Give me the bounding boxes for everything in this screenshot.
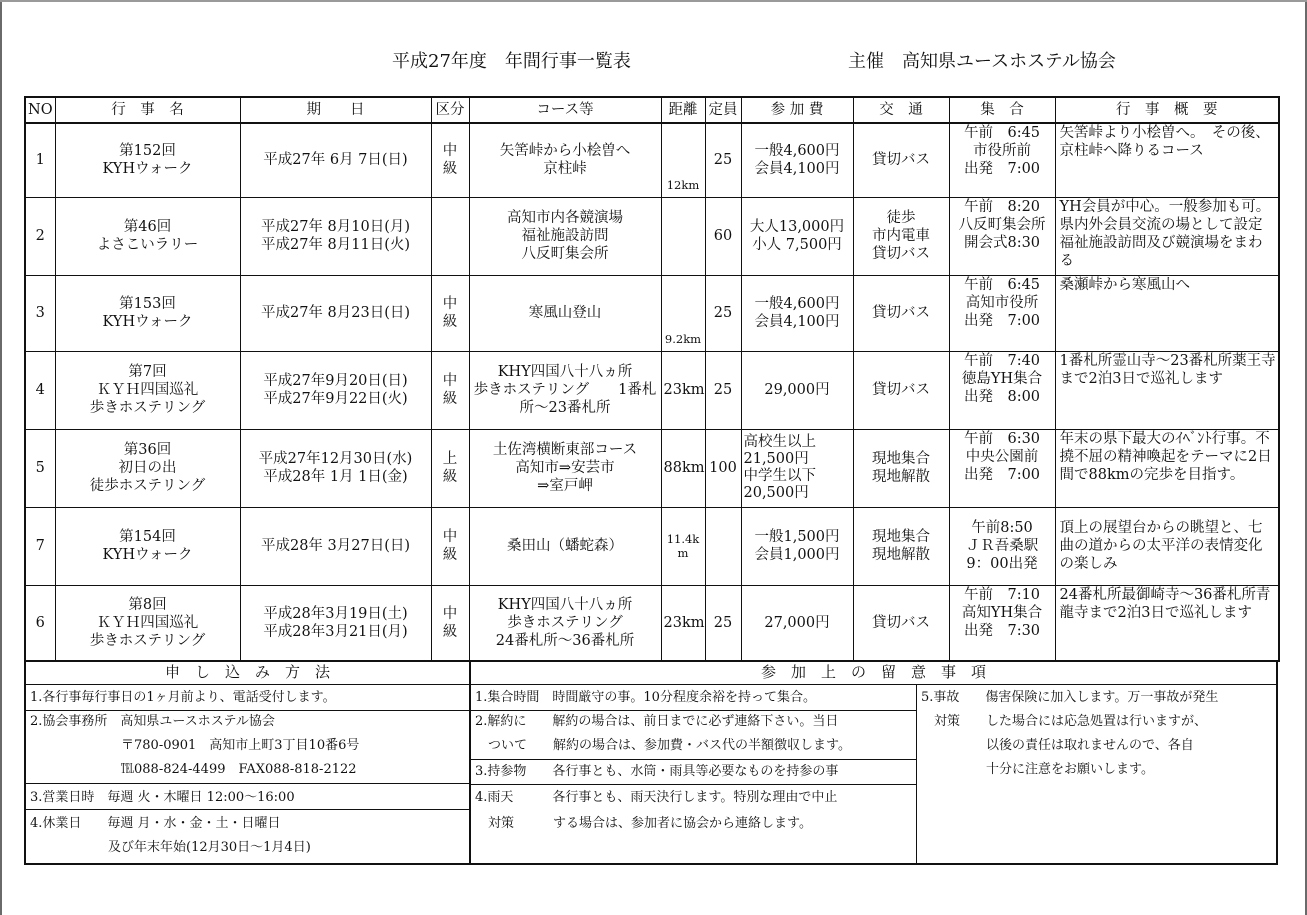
table-row (25, 585, 1279, 661)
notes-line: 以後の責任は取れませんので、各自 (921, 738, 1194, 753)
cell-class: 中 級 (431, 507, 469, 585)
cell-no: 2 (25, 197, 55, 275)
notes-heading: 参 加 上 の 留 意 事 項 (471, 660, 1276, 685)
cell-name: 第153回 KYHウォーク (55, 275, 240, 351)
cell-course: KHY四国八十八ヵ所 歩きホステリング 24番札所～36番札所 (469, 585, 661, 661)
cell-class: 中 級 (431, 351, 469, 429)
cell-fee: 大人13,000円 小人 7,500円 (741, 197, 853, 275)
divider (26, 783, 469, 784)
cell-overview: 1番札所霊山寺～23番札所薬王寺まで2泊3日で巡礼します (1055, 351, 1279, 429)
application-line: 〒780-0901 高知市上町3丁目10番6号 (30, 738, 360, 753)
notes-line: 3.持参物 各行事とも、水筒・雨具等必要なものを持参の事 (475, 764, 839, 779)
cell-course: KHY四国八十八ヵ所 歩きホステリング 1番札所～23番札所 (469, 351, 661, 429)
cell-capacity: 25 (705, 585, 741, 661)
table-row (25, 275, 1279, 351)
cell-capacity: 25 (705, 123, 741, 197)
cell-transport: 貸切バス (853, 123, 949, 197)
cell-distance: 88km (661, 429, 705, 507)
col-header-distance: 距離 (661, 97, 705, 123)
application-line: 及び年末年始(12月30日～1月4日) (30, 840, 311, 855)
notes-line: 1.集合時間 時間厳守の事。10分程度余裕を持って集合。 (475, 690, 816, 705)
cell-capacity: 25 (705, 351, 741, 429)
cell-capacity: 60 (705, 197, 741, 275)
col-header-assembly: 集 合 (949, 97, 1055, 123)
cell-fee: 一般4,600円 会員4,100円 (741, 275, 853, 351)
table-row (25, 507, 1279, 585)
cell-date: 平成28年 3月27日(日) (240, 507, 431, 585)
cell-course: 桑田山（蟠蛇森） (469, 507, 661, 585)
cell-class: 中 級 (431, 123, 469, 197)
application-line: 1.各行事毎行事日の1ヶ月前より、電話受付します。 (30, 690, 336, 705)
col-header-no: NO (25, 97, 55, 123)
col-header-transport: 交 通 (853, 97, 949, 123)
cell-name: 第36回 初日の出 徒歩ホステリング (55, 429, 240, 507)
table-row (25, 123, 1279, 197)
notes-section-right (917, 685, 1274, 863)
cell-date: 平成27年9月20日(日) 平成27年9月22日(火) (240, 351, 431, 429)
document-title: 平成27年度 年間行事一覧表 (392, 51, 631, 72)
application-line: 2.協会事務所 高知県ユースホステル協会 (30, 714, 275, 729)
cell-course: 土佐湾横断東部コース 高知市⇒安芸市 ⇒室戸岬 (469, 429, 661, 507)
cell-class: 中 級 (431, 585, 469, 661)
table-row (25, 197, 1279, 275)
cell-overview: 24番札所最御崎寺～36番札所青龍寺まで2泊3日で巡礼します (1055, 585, 1279, 661)
cell-assembly: 午前 6:45 高知市役所 出発 7:00 (949, 275, 1055, 351)
cell-name: 第152回 KYHウォーク (55, 123, 240, 197)
notes-line: 十分に注意をお願いします。 (921, 762, 1154, 777)
notes-line: 4.雨天 各行事とも、雨天決行します。特別な理由で中止 (475, 790, 838, 805)
document-organizer: 主催 高知県ユースホステル協会 (848, 51, 1116, 72)
notes-line: 5.事故 傷害保険に加入します。万一事故が発生 (921, 690, 1219, 705)
cell-fee: 一般1,500円 会員1,000円 (741, 507, 853, 585)
notes-line: 対策 した場合には応急処置は行いますが、 (921, 714, 1208, 729)
divider (471, 759, 916, 760)
cell-fee: 一般4,600円 会員4,100円 (741, 123, 853, 197)
cell-assembly: 午前 8:20 八反町集会所 開会式8:30 (949, 197, 1055, 275)
cell-date: 平成27年12月30日(水) 平成28年 1月 1日(金) (240, 429, 431, 507)
cell-transport: 現地集合 現地解散 (853, 507, 949, 585)
cell-transport: 徒歩 市内電車 貸切バス (853, 197, 949, 275)
cell-no: 7 (25, 507, 55, 585)
cell-date: 平成28年3月19日(土) 平成28年3月21日(月) (240, 585, 431, 661)
cell-assembly: 午前 6:30 中央公園前 出発 7:00 (949, 429, 1055, 507)
cell-overview: YH会員が中心。一般参加も可。県内外会員交流の場として設定福祉施設訪問及び競演場をまわる (1055, 197, 1279, 275)
cell-distance (661, 197, 705, 275)
page-border-left (0, 0, 2, 915)
cell-no: 3 (25, 275, 55, 351)
cell-capacity: 100 (705, 429, 741, 507)
cell-overview: 頂上の展望台からの眺望と、七曲の道からの太平洋の表情変化の楽しみ (1055, 507, 1279, 585)
col-header-class: 区分 (431, 97, 469, 123)
col-header-course: コース等 (469, 97, 661, 123)
cell-name: 第8回 ＫＹＨ四国巡礼 歩きホステリング (55, 585, 240, 661)
cell-capacity (705, 507, 741, 585)
cell-name: 第46回 よさこいラリー (55, 197, 240, 275)
cell-assembly: 午前 7:10 高知YH集合 出発 7:30 (949, 585, 1055, 661)
cell-transport: 現地集合 現地解散 (853, 429, 949, 507)
application-heading: 申 し 込 み 方 法 (26, 660, 471, 685)
divider (471, 710, 916, 711)
cell-overview: 桑瀬峠から寒風山へ (1055, 275, 1279, 351)
cell-overview: 矢筈峠より小桧曽へ。 その後、京柱峠へ降りるコース (1055, 123, 1279, 197)
cell-assembly: 午前8:50 ＪＲ吾桑駅 9：00出発 (949, 507, 1055, 585)
col-header-date: 期 日 (240, 97, 431, 123)
info-panel (24, 660, 1278, 865)
cell-class (431, 197, 469, 275)
cell-date: 平成27年 6月 7日(日) (240, 123, 431, 197)
page-border-top (0, 0, 1307, 2)
cell-overview: 年末の県下最大のｲﾍﾞﾝﾄ行事。不撓不屈の精神喚起をテーマに2日間で88kmの完歩を目指す。 (1055, 429, 1279, 507)
cell-name: 第154回 KYHウォーク (55, 507, 240, 585)
cell-transport: 貸切バス (853, 585, 949, 661)
col-header-capacity: 定員 (705, 97, 741, 123)
cell-no: 5 (25, 429, 55, 507)
divider (26, 809, 469, 810)
cell-no: 1 (25, 123, 55, 197)
cell-fee: 27,000円 (741, 585, 853, 661)
notes-line: 2.解約に 解約の場合は、前日までに必ず連絡下さい。当日 (475, 714, 839, 729)
table-header-row (25, 97, 1279, 123)
cell-capacity: 25 (705, 275, 741, 351)
cell-distance: 9.2km (661, 275, 705, 351)
cell-assembly: 午前 7:40 徳島YH集合 出発 8:00 (949, 351, 1055, 429)
notes-section-left (471, 685, 917, 863)
cell-transport: 貸切バス (853, 351, 949, 429)
cell-fee: 29,000円 (741, 351, 853, 429)
divider (471, 784, 916, 785)
divider (26, 710, 469, 711)
cell-no: 4 (25, 351, 55, 429)
cell-name: 第7回 ＫＹＨ四国巡礼 歩きホステリング (55, 351, 240, 429)
col-header-fee: 参 加 費 (741, 97, 853, 123)
notes-line: 対策 する場合は、参加者に協会から連絡します。 (475, 816, 812, 831)
cell-no: 6 (25, 585, 55, 661)
event-schedule-table (24, 96, 1280, 662)
cell-date: 平成27年 8月10日(月) 平成27年 8月11日(火) (240, 197, 431, 275)
cell-date: 平成27年 8月23日(日) (240, 275, 431, 351)
notes-line: ついて 解約の場合は、参加費・バス代の半額徴収します。 (475, 738, 851, 753)
cell-distance: 23km (661, 351, 705, 429)
cell-transport: 貸切バス (853, 275, 949, 351)
table-row (25, 351, 1279, 429)
cell-distance: 12km (661, 123, 705, 197)
cell-course: 寒風山登山 (469, 275, 661, 351)
cell-fee: 高校生以上 21,500円 中学生以下 20,500円 (741, 429, 853, 507)
cell-assembly: 午前 6:45 市役所前 出発 7:00 (949, 123, 1055, 197)
table-row (25, 429, 1279, 507)
cell-distance: 23km (661, 585, 705, 661)
cell-distance: 11.4km (661, 507, 705, 585)
cell-class: 上 級 (431, 429, 469, 507)
application-section (26, 685, 471, 863)
application-line: ℡088-824-4499 FAX088-818-2122 (30, 762, 357, 777)
cell-class: 中 級 (431, 275, 469, 351)
cell-course: 矢筈峠から小桧曽へ 京柱峠 (469, 123, 661, 197)
col-header-overview: 行 事 概 要 (1055, 97, 1279, 123)
application-line: 4.休業日 毎週 月・水・金・土・日曜日 (30, 816, 281, 831)
cell-course: 高知市内各競演場 福祉施設訪問 八反町集会所 (469, 197, 661, 275)
col-header-name: 行 事 名 (55, 97, 240, 123)
application-line: 3.営業日時 毎週 火・木曜日 12:00～16:00 (30, 790, 295, 805)
